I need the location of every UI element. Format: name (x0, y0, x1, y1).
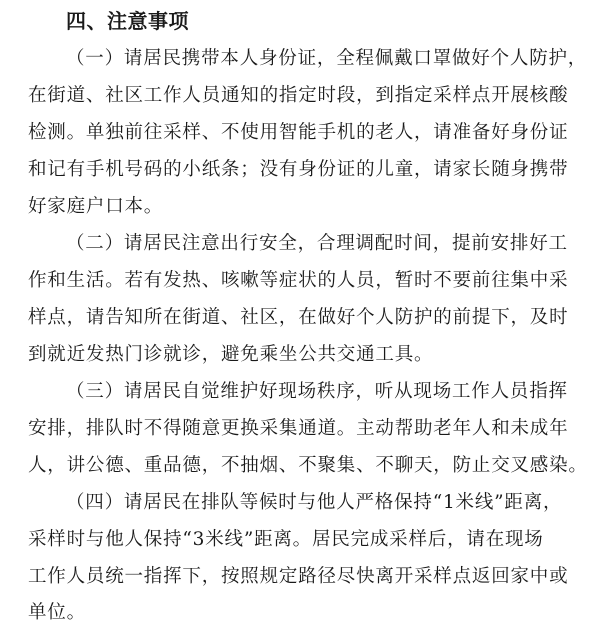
paragraph-2-line-2: 作和生活。若有发热、咳嗽等症状的人员，暂时不要前往集中采 (28, 270, 569, 291)
paragraph-1-line-3: 检测。单独前往采样、不使用智能手机的老人，请准备好身份证 (28, 122, 569, 143)
paragraph-2-line-3: 样点，请告知所在街道、社区，在做好个人防护的前提下，及时 (28, 307, 569, 328)
section-heading: 四、注意事项 (66, 9, 189, 33)
paragraph-1-line-5: 好家庭户口本。 (28, 196, 164, 217)
paragraph-3-line-2: 安排，排队时不得随意更换采集通道。主动帮助老年人和未成年 (28, 418, 569, 439)
paragraph-4-line-1: （四）请居民在排队等候时与他人严格保持“1米线”距离， (66, 492, 563, 513)
paragraph-1-line-4: 和记有手机号码的小纸条；没有身份证的儿童，请家长随身携带 (28, 159, 569, 180)
paragraph-1-line-2: 在街道、社区工作人员通知的指定时段，到指定采样点开展核酸 (28, 85, 569, 106)
paragraph-4-line-3: 工作人员统一指挥下，按照规定路径尽快离开采样点返回家中或 (28, 566, 569, 587)
paragraph-1-line-1: （一）请居民携带本人身份证，全程佩戴口罩做好个人防护， (66, 48, 588, 69)
paragraph-2-line-1: （二）请居民注意出行安全，合理调配时间，提前安排好工 (66, 233, 568, 254)
paragraph-3-line-3: 人，讲公德、重品德，不抽烟、不聚集、不聊天，防止交叉感染。 (28, 455, 588, 476)
paragraph-4-line-2: 采样时与他人保持“3米线”距离。居民完成采样后，请在现场 (28, 529, 544, 550)
paragraph-3-line-1: （三）请居民自觉维护好现场秩序，听从现场工作人员指挥 (66, 381, 568, 402)
paragraph-2-line-4: 到就近发热门诊就诊，避免乘坐公共交通工具。 (28, 344, 434, 365)
paragraph-4-line-4: 单位。 (28, 602, 86, 623)
